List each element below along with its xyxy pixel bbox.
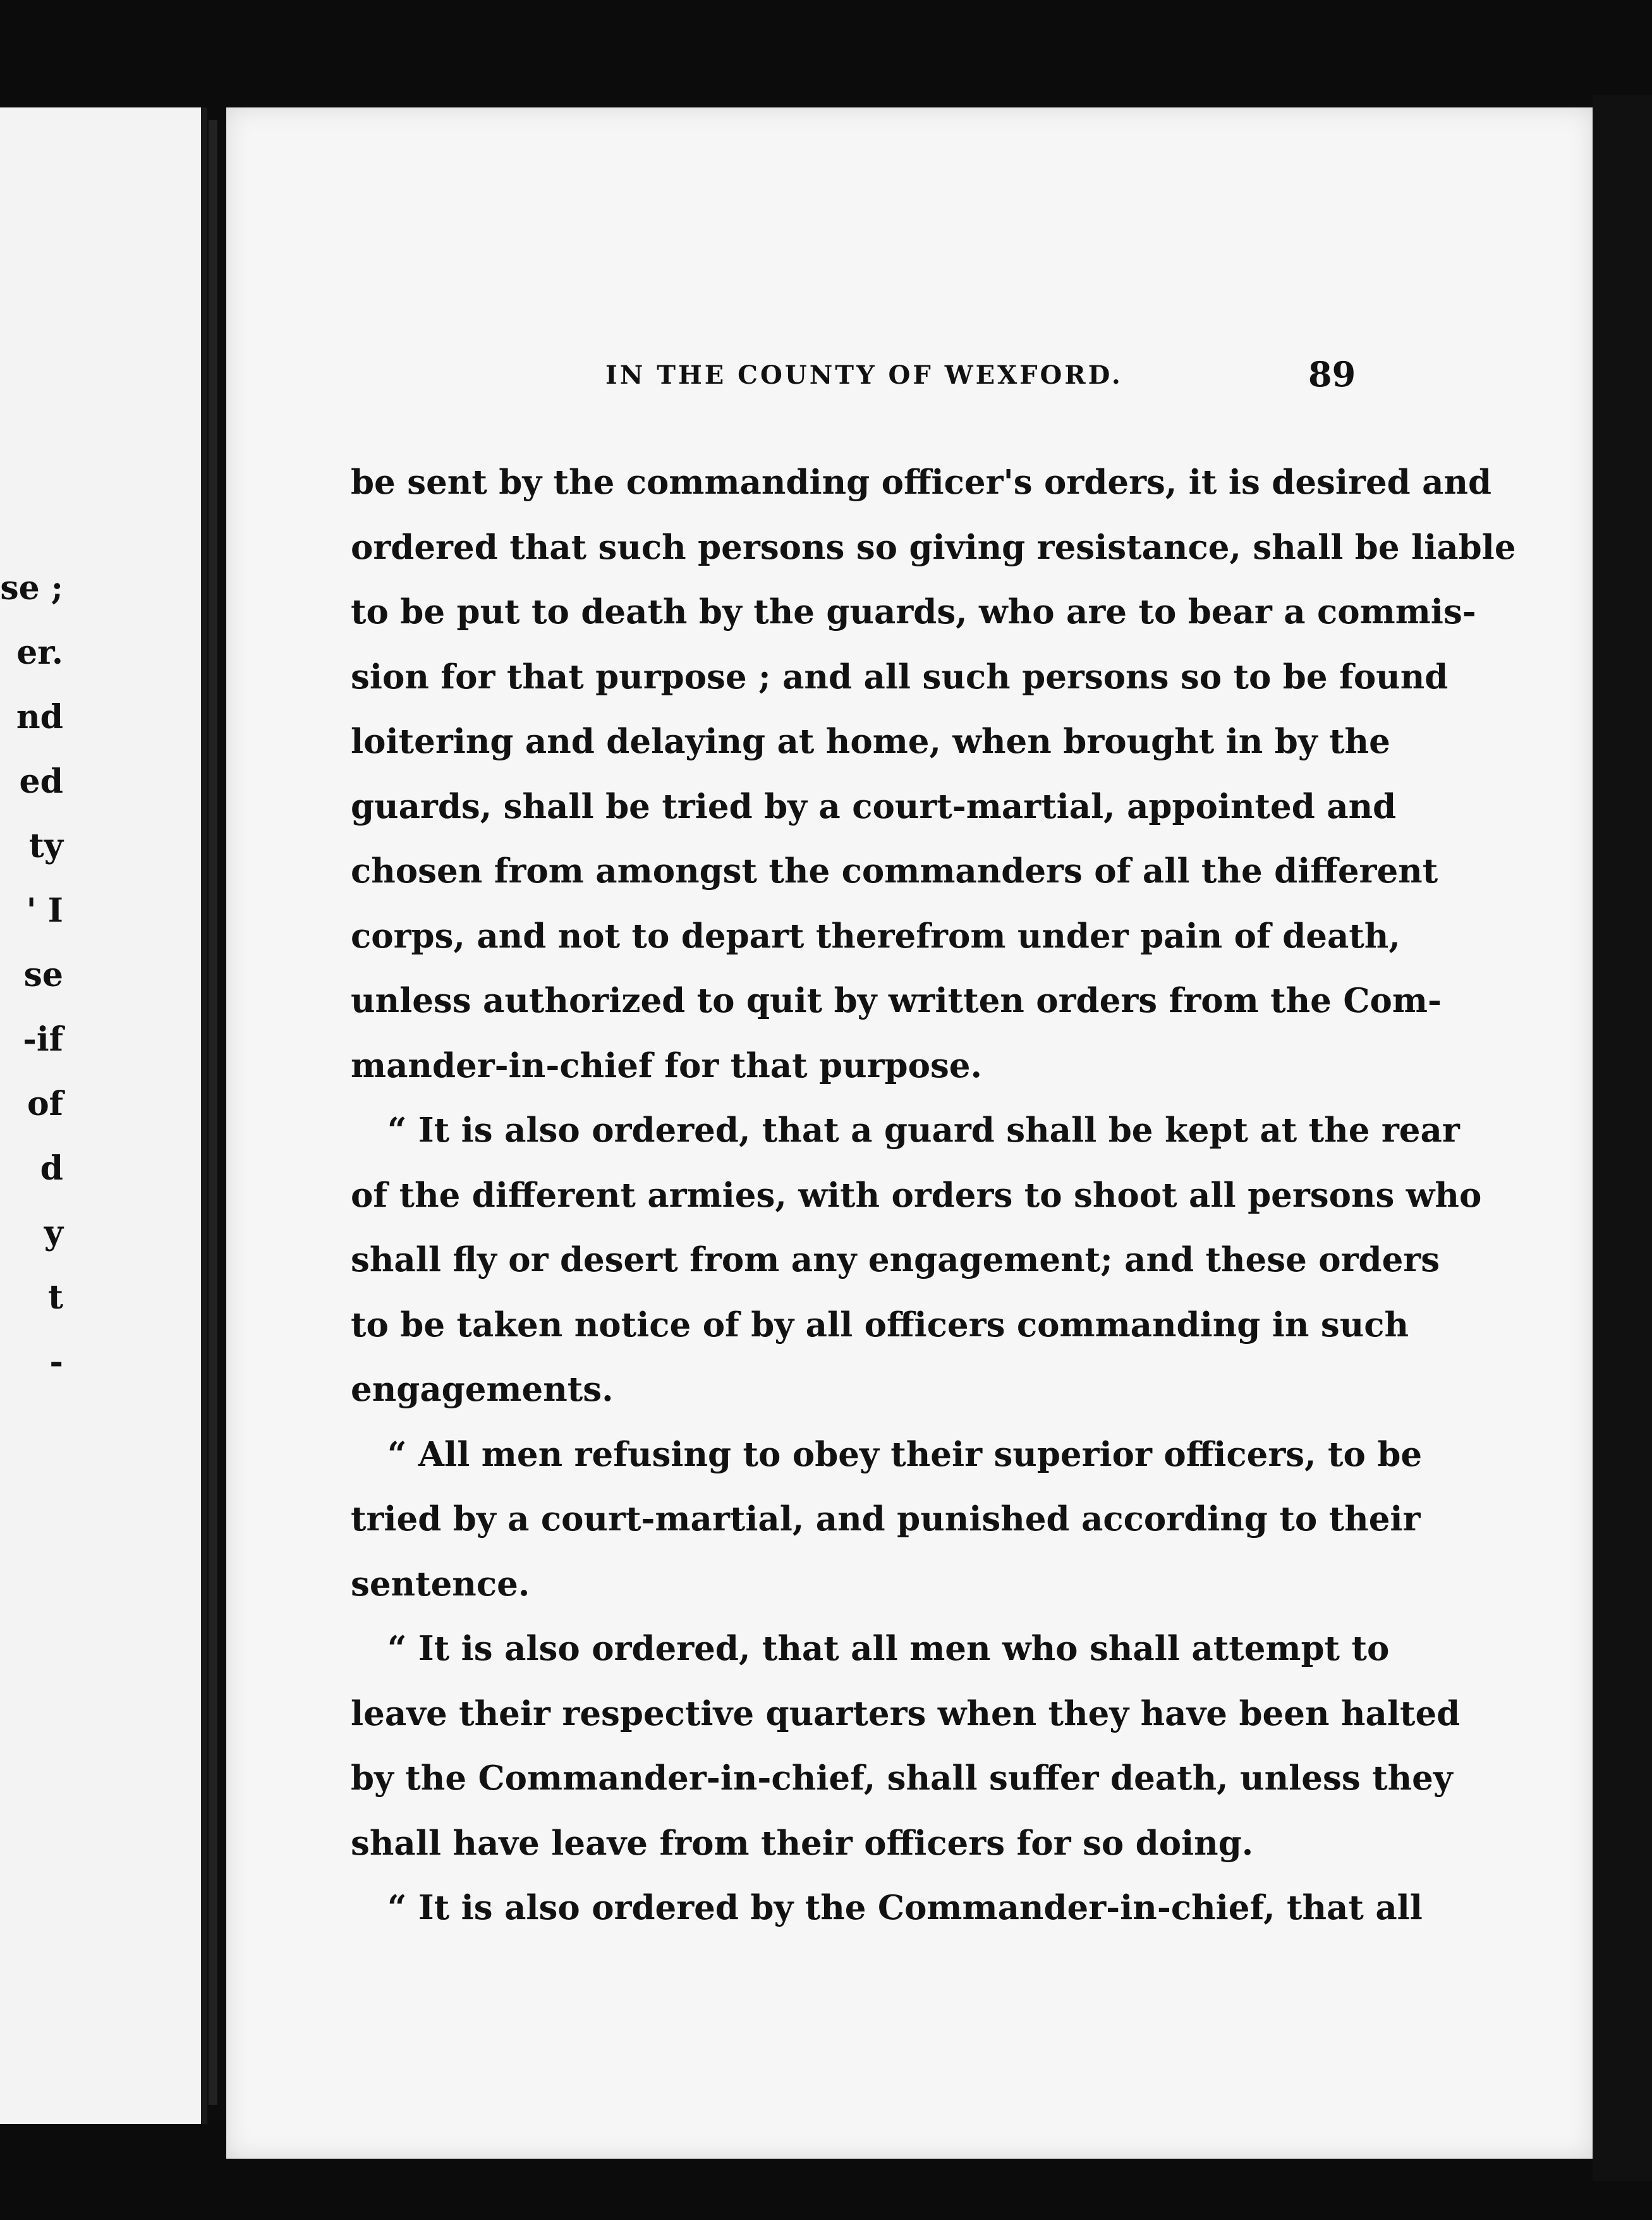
fragment-line: ty — [28, 827, 63, 865]
text-line: loitering and delaying at home, when brought in by the — [351, 722, 1390, 761]
running-head: IN THE COUNTY OF WEXFORD. — [605, 360, 1123, 390]
text-line: be sent by the commanding officer's orders, it is desired and — [351, 463, 1492, 502]
text-line: ordered that such persons so giving resistance, shall be liable — [351, 527, 1516, 567]
text-line: shall have leave from their officers for so doing. — [351, 1823, 1254, 1863]
text-line: chosen from amongst the commanders of all the different — [351, 851, 1438, 891]
fragment-line: t — [47, 1278, 63, 1317]
body-text — [351, 450, 1516, 1941]
text-line: to be put to death by the guards, who are to bear a commis- — [351, 592, 1476, 631]
text-line: to be taken notice of by all officers commanding in such — [351, 1305, 1409, 1345]
text-line: “ All men refusing to obey their superior officers, to be — [387, 1434, 1423, 1474]
text-line: mander-in-chief for that purpose. — [351, 1046, 982, 1085]
facing-page-left — [0, 107, 207, 2124]
text-line: “ It is also ordered, that a guard shall be kept at the rear — [387, 1111, 1460, 1150]
facing-page-text-fragments — [0, 556, 63, 1394]
fragment-line: ed — [19, 762, 63, 801]
book-gutter — [209, 120, 217, 2105]
fragment-line: se — [23, 956, 63, 994]
fragment-line: d — [40, 1149, 63, 1188]
fragment-line: nd — [16, 698, 63, 736]
text-line: “ It is also ordered, that all men who shall attempt to — [387, 1629, 1390, 1668]
text-line: by the Commander-in-chief, shall suffer death, unless they — [351, 1759, 1453, 1798]
text-line: tried by a court-martial, and punished according to their — [351, 1499, 1421, 1539]
fragment-line: er. — [16, 633, 63, 672]
page-edge-shadow — [1593, 95, 1652, 2181]
text-line: of the different armies, with orders to shoot all persons who — [351, 1175, 1482, 1215]
fragment-line: ' I — [26, 891, 63, 930]
text-line: sentence. — [351, 1564, 530, 1604]
text-line: corps, and not to depart therefrom under pain of death, — [351, 916, 1400, 956]
text-line: shall fly or desert from any engagement; and these orders — [351, 1240, 1440, 1279]
text-line: sion for that purpose ; and all such persons so to be found — [351, 657, 1449, 697]
fragment-line: se ; — [0, 569, 63, 607]
text-line: unless authorized to quit by written orders from the Com- — [351, 981, 1442, 1020]
text-line: “ It is also ordered by the Commander-in-chief, that all — [387, 1888, 1423, 1927]
fragment-line: y — [44, 1214, 63, 1252]
text-line: engagements. — [351, 1370, 614, 1409]
fragment-line: - — [49, 1343, 63, 1381]
text-line: leave their respective quarters when they have been halted — [351, 1693, 1461, 1733]
fragment-line: -if — [23, 1020, 63, 1059]
text-line: guards, shall be tried by a court-martial, appointed and — [351, 786, 1397, 826]
fragment-line: of — [27, 1085, 63, 1123]
